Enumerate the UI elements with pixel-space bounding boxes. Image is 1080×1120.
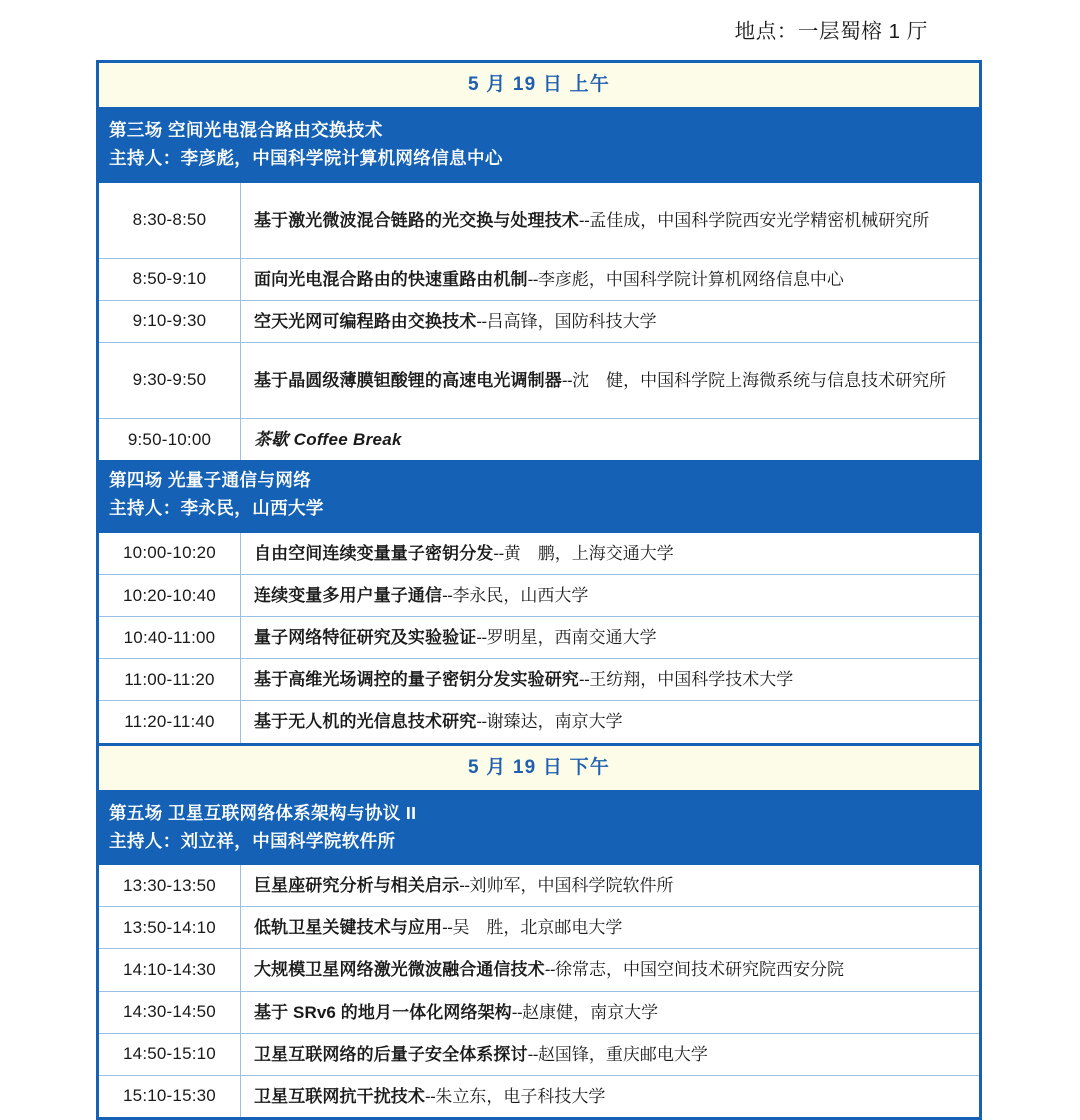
talk-title: 基于高维光场调控的量子密钥分发实验研究 — [254, 670, 579, 690]
talk-separator: -- — [578, 670, 590, 690]
talk-cell — [241, 659, 979, 700]
talk-time: 8:50-9:10 — [99, 259, 241, 300]
table-row — [99, 701, 979, 742]
talk-title: 量子网络特征研究及实验验证 — [254, 628, 477, 648]
talk-separator: -- — [476, 628, 487, 648]
talk-speaker: 黄 鹏，上海交通大学 — [503, 543, 674, 563]
table-row — [99, 575, 979, 617]
talk-title: 基于 SRv6 的地月一体化网络架构 — [254, 1002, 512, 1022]
talk-cell — [241, 1034, 979, 1075]
talk-time: 11:00-11:20 — [99, 659, 241, 700]
talk-separator: -- — [476, 311, 487, 331]
talk-title: 卫星互联网抗干扰技术 — [254, 1086, 425, 1106]
table-row — [99, 183, 979, 259]
session-title: 第四场 光量子通信与网络 — [109, 470, 312, 491]
talk-separator: -- — [561, 370, 573, 390]
talk-cell — [241, 701, 979, 742]
schedule-table — [96, 60, 982, 1120]
talk-speaker: 朱立东，电子科技大学 — [435, 1086, 606, 1106]
talk-cell — [241, 617, 979, 658]
talk-speaker: 刘帅军，中国科学院软件所 — [469, 876, 674, 896]
talk-separator: -- — [511, 1002, 523, 1022]
table-row — [99, 419, 979, 460]
talk-separator: -- — [578, 210, 590, 230]
session-title: 第五场 卫星互联网络体系架构与协议 II — [109, 802, 417, 823]
table-row — [99, 259, 979, 301]
table-row — [99, 301, 979, 343]
talk-separator: -- — [425, 1086, 436, 1106]
talk-time: 10:00-10:20 — [99, 533, 241, 574]
table-row — [99, 992, 979, 1034]
date-band: 5 月 19 日 下午 — [99, 743, 979, 793]
talk-cell — [241, 1076, 979, 1117]
talk-title: 茶歇 Coffee Break — [254, 429, 402, 449]
talk-cell — [241, 949, 979, 990]
talk-title: 面向光电混合路由的快速重路由机制 — [254, 269, 528, 289]
talk-separator: -- — [544, 960, 556, 980]
talk-cell — [241, 992, 979, 1033]
session-header — [99, 460, 979, 531]
talk-speaker: 徐常志，中国空间技术研究院西安分院 — [555, 960, 845, 980]
talk-cell — [241, 183, 979, 258]
talk-speaker: 吕高锋，国防科技大学 — [486, 311, 657, 331]
talk-title: 自由空间连续变量量子密钥分发 — [254, 543, 494, 563]
talk-cell — [241, 575, 979, 616]
talk-speaker: 沈 健，中国科学院上海微系统与信息技术研究所 — [572, 370, 947, 390]
talk-time: 13:30-13:50 — [99, 865, 241, 906]
talk-time: 15:10-15:30 — [99, 1076, 241, 1117]
talk-speaker: 孟佳成，中国科学院西安光学精密机械研究所 — [589, 210, 930, 230]
talk-time: 8:30-8:50 — [99, 183, 241, 258]
session-header — [99, 110, 979, 181]
talk-speaker: 赵康健，南京大学 — [522, 1002, 659, 1022]
table-row — [99, 907, 979, 949]
session-chair: 主持人：刘立祥，中国科学院软件所 — [109, 830, 396, 851]
talk-time: 9:10-9:30 — [99, 301, 241, 342]
talk-speaker: 赵国锋，重庆邮电大学 — [537, 1044, 708, 1064]
session-title: 第三场 空间光电混合路由交换技术 — [109, 120, 383, 140]
talk-cell — [241, 533, 979, 574]
talk-title: 卫星互联网络的后量子安全体系探讨 — [254, 1044, 528, 1064]
talk-title: 连续变量多用户量子通信 — [254, 585, 443, 605]
talk-title: 基于无人机的光信息技术研究 — [254, 712, 477, 732]
talk-separator: -- — [442, 918, 453, 938]
talk-cell — [241, 301, 979, 342]
talk-cell — [241, 343, 979, 418]
table-row — [99, 1034, 979, 1076]
table-row — [99, 343, 979, 419]
talk-time: 11:20-11:40 — [99, 701, 241, 742]
table-row — [99, 659, 979, 701]
talk-title: 空天光网可编程路由交换技术 — [254, 311, 477, 331]
table-row — [99, 1076, 979, 1117]
talk-cell — [241, 259, 979, 300]
talk-time: 9:30-9:50 — [99, 343, 241, 418]
talk-separator: -- — [527, 269, 538, 289]
talk-separator: -- — [459, 876, 470, 896]
talk-time: 13:50-14:10 — [99, 907, 241, 948]
session-header — [99, 793, 979, 864]
talk-title: 巨星座研究分析与相关启示 — [254, 876, 460, 896]
talk-speaker: 王纺翔，中国科学技术大学 — [589, 670, 794, 690]
talk-speaker: 吴 胜，北京邮电大学 — [452, 918, 623, 938]
talk-time: 14:10-14:30 — [99, 949, 241, 990]
venue-label: 地点：一层蜀榕 1 厅 — [734, 20, 928, 43]
talk-separator: -- — [493, 543, 504, 563]
talk-list — [99, 531, 979, 743]
talk-list — [99, 181, 979, 460]
talk-separator: -- — [442, 585, 453, 605]
table-row — [99, 533, 979, 575]
table-row — [99, 949, 979, 991]
session-chair: 主持人：李永民，山西大学 — [109, 498, 324, 519]
talk-separator: -- — [476, 712, 487, 732]
talk-time: 9:50-10:00 — [99, 419, 241, 460]
talk-speaker: 李彦彪，中国科学院计算机网络信息中心 — [537, 269, 844, 289]
talk-time: 10:20-10:40 — [99, 575, 241, 616]
talk-time: 14:50-15:10 — [99, 1034, 241, 1075]
talk-speaker: 李永民，山西大学 — [452, 585, 589, 605]
talk-title: 低轨卫星关键技术与应用 — [254, 918, 443, 938]
talk-list — [99, 863, 979, 1117]
talk-cell — [241, 865, 979, 906]
talk-separator: -- — [527, 1044, 538, 1064]
talk-speaker: 罗明星，西南交通大学 — [486, 628, 657, 648]
session-chair: 主持人：李彦彪，中国科学院计算机网络信息中心 — [109, 148, 503, 169]
talk-cell — [241, 907, 979, 948]
date-band: 5 月 19 日 上午 — [99, 63, 979, 110]
talk-time: 10:40-11:00 — [99, 617, 241, 658]
table-row — [99, 865, 979, 907]
talk-speaker: 谢臻达，南京大学 — [486, 712, 623, 732]
talk-title: 基于晶圆级薄膜钽酸锂的高速电光调制器 — [254, 370, 562, 390]
talk-time: 14:30-14:50 — [99, 992, 241, 1033]
talk-title: 基于激光微波混合链路的光交换与处理技术 — [254, 210, 579, 230]
table-row — [99, 617, 979, 659]
break-cell — [241, 419, 979, 460]
talk-title: 大规模卫星网络激光微波融合通信技术 — [254, 960, 545, 980]
